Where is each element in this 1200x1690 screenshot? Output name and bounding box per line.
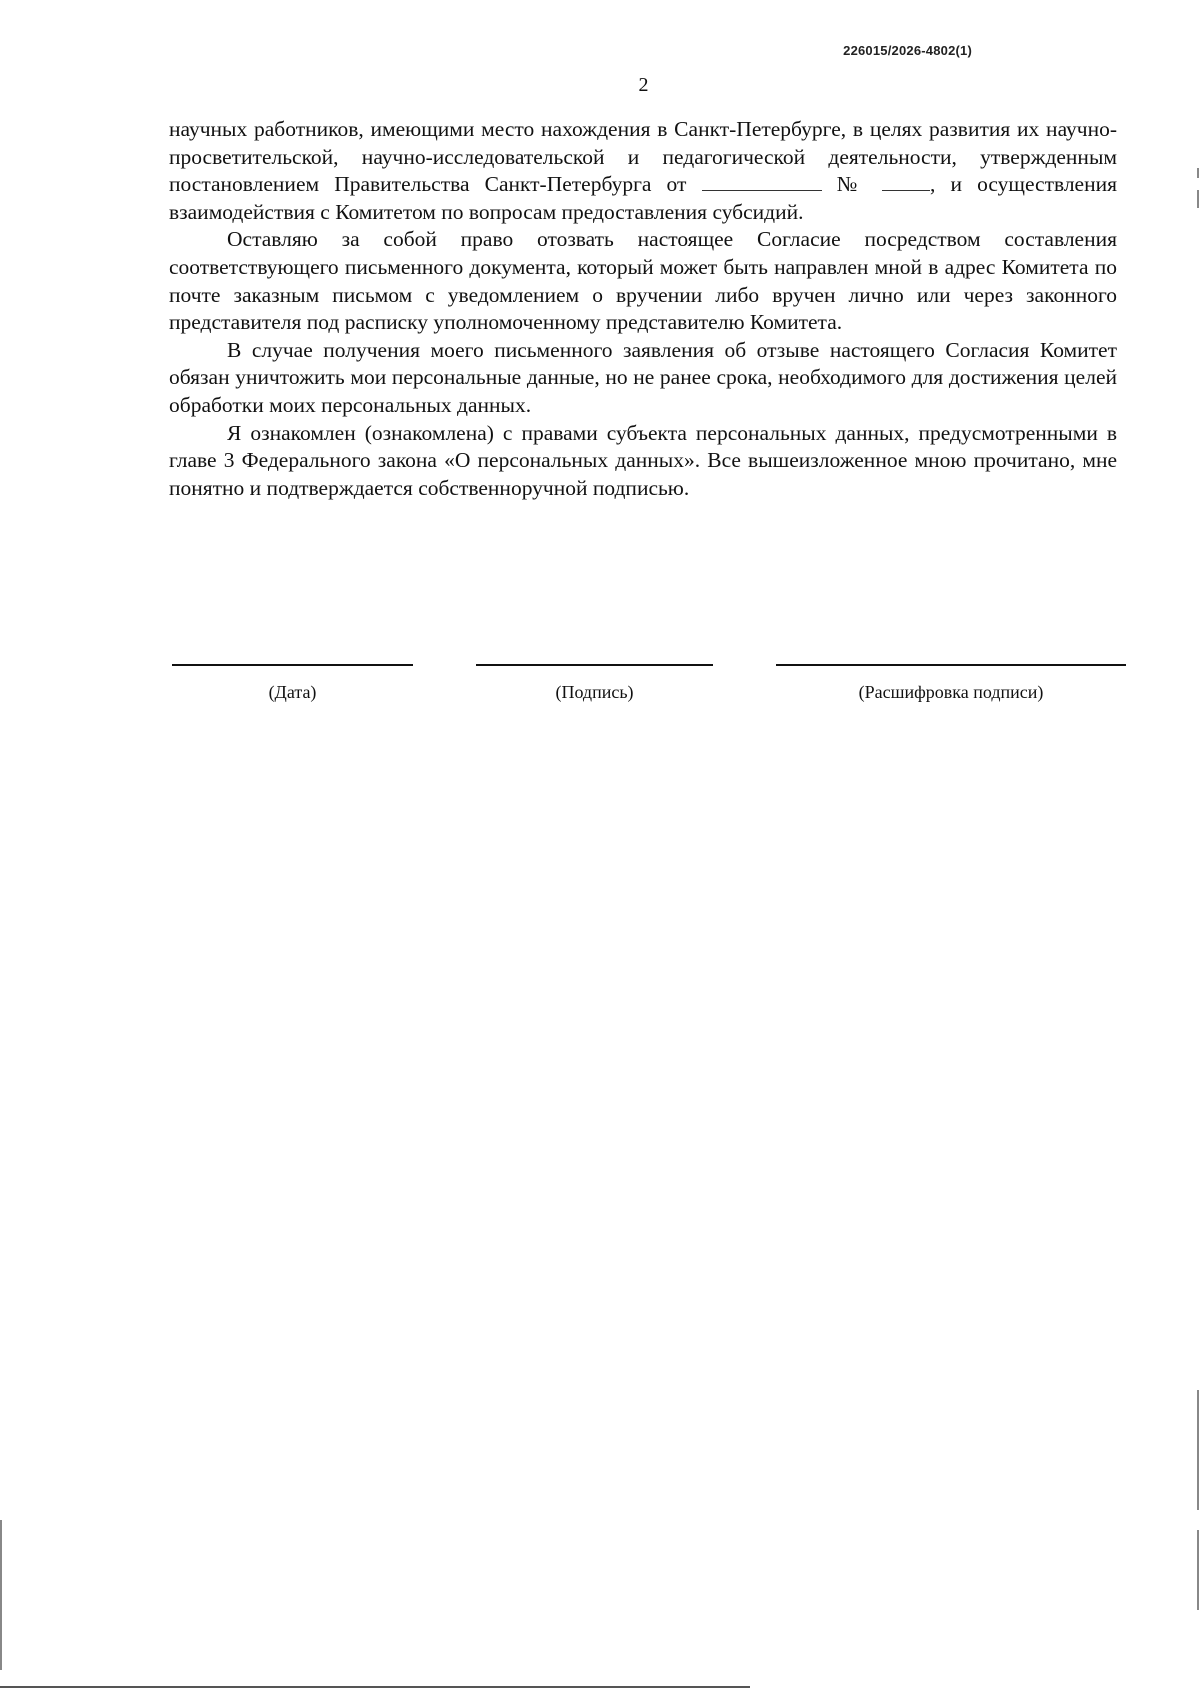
scan-edge-mark [1197, 168, 1199, 178]
scan-edge-mark [1197, 190, 1199, 208]
date-label: (Дата) [268, 682, 317, 702]
paragraph-4: Я ознакомлен (ознакомлена) с правами субъекта персональных данных, предусмотренными в главе 3 Федерального закона «О персональных данных». Все вышеизложенное мною прочитано, мне понятно и подтверждается собственноручной подписью. [169, 420, 1117, 500]
signature-line [476, 664, 713, 666]
document-id: 226015/2026-4802(1) [843, 43, 972, 58]
scan-edge-mark [1197, 1530, 1199, 1610]
scan-bottom-edge [0, 1686, 750, 1688]
resolution-date-blank [702, 172, 822, 191]
paragraph-2: Оставляю за собой право отозвать настоящее Согласие посредством составления соответствующего письменного документа, который может быть направлен мной в адрес Комитета по почте заказным письмом с уведомлением о вручении либо вручен лично или через законного представителя под расписку уполномоченному представителю Комитета. [169, 227, 1117, 335]
scan-edge-mark [1197, 1390, 1199, 1510]
decoding-label: (Расшифровка подписи) [858, 682, 1044, 702]
paragraph-3: В случае получения моего письменного заявления об отзыве настоящего Согласия Комитет обязан уничтожить мои персональные данные, но не ранее срока, необходимого для достижения целей обработки моих персональных данных. [169, 337, 1117, 417]
page-number: 2 [638, 74, 649, 96]
signature-label: (Подпись) [555, 682, 634, 702]
paragraph-1-text: научных работников, имеющими место нахождения в Санкт-Петербурге, в целях развития их научно-просветительской, научно-исследовательской и педагогической деятельности, утвержденным постановлением Правительства Санкт-Петербурга от [169, 117, 1117, 197]
scan-edge-mark [0, 1520, 2, 1670]
date-line [172, 664, 413, 666]
paragraph-1-end: , и осуществления взаимодействия с Комитетом по вопросам предоставления субсидий. [169, 172, 1118, 224]
signature-block [0, 660, 1200, 720]
number-sign: № [821, 172, 882, 197]
decoding-line [776, 664, 1126, 666]
paragraph-1 [169, 116, 1117, 226]
document-body [169, 116, 1117, 502]
resolution-number-blank [882, 172, 930, 191]
